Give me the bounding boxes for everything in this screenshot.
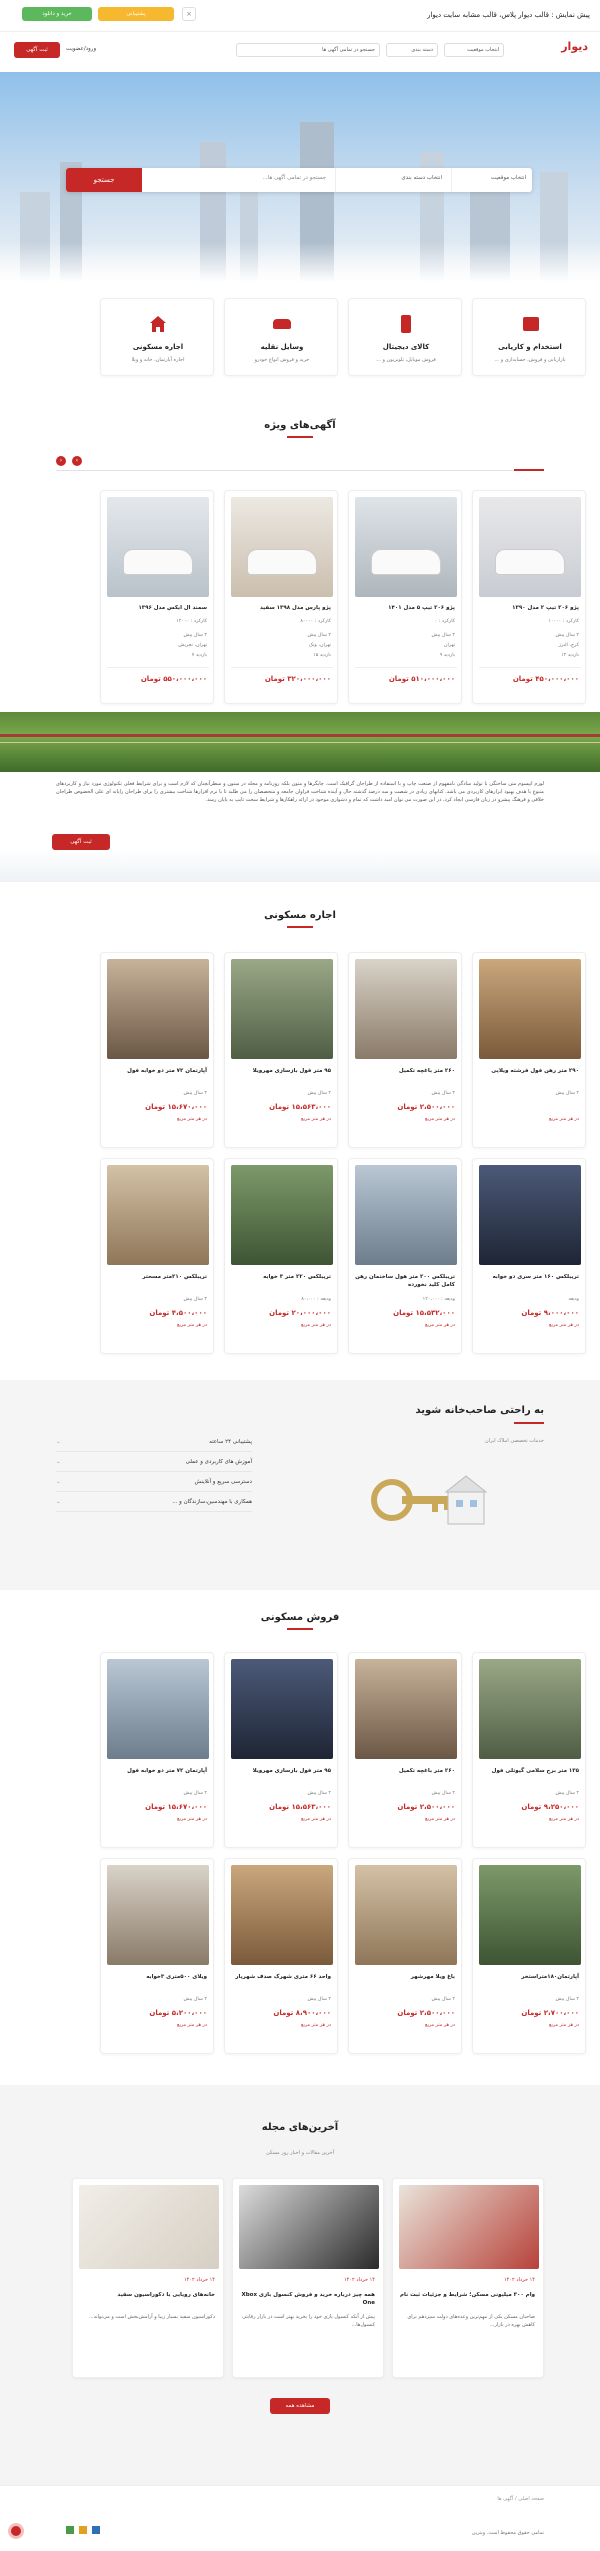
- property-card[interactable]: [472, 952, 586, 1148]
- hero-search-bar: [66, 168, 532, 192]
- car-image: [231, 497, 333, 597]
- property-image: [355, 959, 457, 1059]
- trust-badges: [40, 2526, 100, 2536]
- promo-text: لورم ایپسوم متن ساختگی با تولید سادگی نامفهوم از صنعت چاپ و با استفاده از طراحان گرافیک است. چاپگرها و متون بلکه روزنامه و مجله در ستون و سطرآنچنان که لازم است و برای شرایط فعلی تکنولوژی مورد نیاز و کاربردهای متنوع با هدف بهبود ابزارهای کاربردی می باشد. کتابهای زیادی در شصت و سه درصد گذشته حال و آینده شناخت فراوان جامعه و متخصصان را می طلبد تا با نرم افزارها شناخت بیشتری را برای طراحان رایانه ای علی الخصوص طراحان خلاقی و فرهنگ پیشرو در زبان فارسی ایجاد کرد. در این صورت می توان امید داشت که تمام و دشواری موجود در ارائه راهکارها و شرایط سخت تایپ به پایان رسد.: [56, 781, 544, 803]
- property-meta: ۲ سال پیش: [431, 1997, 455, 2002]
- carousel-next-icon[interactable]: ›: [72, 456, 82, 466]
- post-ad-button[interactable]: ثبت آگهی: [14, 42, 60, 58]
- property-title: ویلای ۵۰۰متری ۳خوابه: [146, 1974, 207, 1980]
- property-unit: در هر متر مربع: [549, 1323, 579, 1328]
- property-image: [107, 1865, 209, 1965]
- property-title: ۹۵ متر فول بازسازی مهرویلا: [252, 1068, 331, 1074]
- property-card[interactable]: [100, 1652, 214, 1848]
- property-meta: ۲ سال پیش: [183, 1297, 207, 1302]
- property-image: [355, 1659, 457, 1759]
- hero-category-select[interactable]: انتخاب دسته بندی: [401, 175, 442, 181]
- category-subtitle: خرید و فروش انواع خودرو: [254, 357, 310, 363]
- category-title: وسایل نقلیه: [260, 343, 304, 351]
- property-meta: ۲ سال پیش: [431, 1091, 455, 1096]
- header-search-input[interactable]: جستجو در تمامی آگهی ها: [236, 43, 380, 57]
- property-price: ۲،۵۰۰،۰۰۰ تومان: [397, 1103, 455, 1111]
- car-shape: [123, 549, 193, 575]
- briefcase-icon: [523, 317, 539, 331]
- property-meta: ۲ سال پیش: [183, 1997, 207, 2002]
- chevron-down-icon: ⌄: [56, 1499, 61, 1505]
- property-title: ۱۳۵ متر برج سلامی گیوتلی فول: [491, 1768, 579, 1774]
- divider: [479, 667, 581, 668]
- badge-icon: [92, 2526, 100, 2534]
- ad-mileage: کارکرد : ۱۰۰۰۰: [548, 619, 579, 624]
- close-preview-icon[interactable]: ×: [182, 7, 196, 21]
- sale-title: فروش مسکونی: [260, 1612, 340, 1623]
- property-meta: ۲ سال پیش: [183, 1091, 207, 1096]
- property-image: [355, 1165, 457, 1265]
- property-unit: در هر متر مربع: [425, 2023, 455, 2028]
- blog-excerpt: صاحبان مسکن یکی از مهم‌ترین وعده‌های دولت سیزدهم برای کاهش بهره در بازار...: [407, 2314, 535, 2328]
- blog-excerpt: دکوراسیون سفید بسیار زیبا و آرامش‌بخش است و می‌تواند...: [88, 2314, 215, 2320]
- property-card[interactable]: [348, 1158, 462, 1354]
- property-card[interactable]: [100, 1858, 214, 2054]
- property-price: ۲،۷۰۰،۰۰۰ تومان: [521, 2009, 579, 2017]
- carousel-prev-icon[interactable]: ‹: [56, 456, 66, 466]
- faq-label: آموزش های کاربردی و عملی: [185, 1459, 252, 1465]
- keys-illustration: [352, 1460, 492, 1550]
- property-card[interactable]: [224, 1858, 338, 2054]
- category-card-vehicles[interactable]: [224, 298, 338, 376]
- category-card-digital[interactable]: [348, 298, 462, 376]
- category-card-rent[interactable]: [100, 298, 214, 376]
- category-subtitle: بازاریابی و فروش، حسابداری و ...: [494, 357, 566, 363]
- ad-title: پژو ۲۰۶ تیپ ۲ مدل ۱۳۹۰: [512, 605, 579, 611]
- special-ad-card[interactable]: [224, 490, 338, 704]
- title-underline: [287, 926, 313, 928]
- car-shape: [495, 549, 565, 575]
- hero-search-button[interactable]: جستجو: [66, 168, 142, 192]
- blog-excerpt: پیش از آنکه کنسول بازی خود را بخرید بهتر است در بازار رقابتی کنسول‌ها...: [242, 2314, 375, 2328]
- property-meta: ۲ سال پیش: [183, 1791, 207, 1796]
- house-icon: [149, 315, 167, 333]
- property-meta: ۲ سال پیش: [307, 1997, 331, 2002]
- divider: [107, 667, 209, 668]
- property-price: ۱۵،۵۶۳،۰۰۰ تومان: [269, 1803, 331, 1811]
- blog-more-button[interactable]: مشاهده همه: [270, 2398, 330, 2414]
- blog-image: [399, 2185, 539, 2269]
- property-title: آپارتمان ۷۲ متر دو خوابه فول: [127, 1068, 207, 1074]
- category-card-jobs[interactable]: [472, 298, 586, 376]
- property-card[interactable]: [348, 1652, 462, 1848]
- chevron-down-icon: ⌄: [56, 1459, 61, 1465]
- faq-label: همکاری با مهندسین،سازندگان و ...: [172, 1499, 252, 1505]
- special-ad-card[interactable]: [348, 490, 462, 704]
- property-card[interactable]: [472, 1158, 586, 1354]
- faq-label: دسترسی سریع و آنلاینش: [194, 1479, 252, 1485]
- property-meta: ۲ سال پیش: [555, 1791, 579, 1796]
- property-title: آپارتمان ۷۲ متر دو خوابه فول: [127, 1768, 207, 1774]
- blog-date: ۱۴ خرداد ۱۴۰۲: [504, 2277, 535, 2283]
- category-subtitle: اجاره آپارتمان، خانه و ویلا: [131, 357, 185, 363]
- property-image: [479, 1659, 581, 1759]
- property-image: [107, 959, 209, 1059]
- property-unit: در هر متر مربع: [301, 1817, 331, 1822]
- blog-title: آخرین‌های مجله: [261, 2122, 339, 2133]
- property-card[interactable]: [100, 952, 214, 1148]
- property-card[interactable]: [224, 1652, 338, 1848]
- mobile-icon: [401, 315, 411, 333]
- owner-subtitle: خدمات تخصصی املاک ایران: [485, 1438, 544, 1444]
- blog-date: ۱۴ خرداد ۱۴۰۲: [344, 2277, 375, 2283]
- property-unit: در هر متر مربع: [549, 2023, 579, 2028]
- property-title: ۲۶۰ متر باغچه تکمیل: [398, 1068, 455, 1074]
- category-title: اجاره مسکونی: [132, 343, 184, 351]
- ad-views: بازدید ۷: [191, 653, 207, 658]
- property-title: ۹۵ متر فول بازسازی مهرویلا: [252, 1768, 331, 1774]
- property-meta: ۲ سال پیش: [555, 1997, 579, 2002]
- property-price: ۲،۵۰۰،۰۰۰ تومان: [397, 2009, 455, 2017]
- property-meta: ودیعه : ۸۰،۰۰۰: [301, 1297, 331, 1302]
- property-price: ۲،۵۰۰،۰۰۰ تومان: [397, 1803, 455, 1811]
- blog-post-title: وام ۳۰۰ میلیونی مسکن؛ شرایط و جزئیات ثبت نام: [400, 2292, 535, 2298]
- property-title: تریبلکس ۲۰۰ متر هول ساختمان رهن کامل کلید نخورده: [355, 1274, 455, 1288]
- property-card[interactable]: [348, 952, 462, 1148]
- ad-title: پژو ۲۰۶ تیپ ۵ مدل ۱۴۰۱: [388, 605, 455, 611]
- property-meta: ۲ سال پیش: [307, 1791, 331, 1796]
- car-image: [355, 497, 457, 597]
- property-card[interactable]: [224, 1158, 338, 1354]
- chevron-down-icon: ⌄: [56, 1479, 61, 1485]
- property-unit: در هر متر مربع: [177, 2023, 207, 2028]
- ad-price: ۵۱۰،۰۰۰،۰۰۰ تومان: [388, 675, 455, 683]
- property-meta: ۲ سال پیش: [431, 1791, 455, 1796]
- property-unit: در هر متر مربع: [177, 1323, 207, 1328]
- badge-icon: [79, 2526, 87, 2534]
- forest-banner: [0, 712, 600, 772]
- ad-title: پژو پارس مدل ۱۳۹۸ سفید: [259, 605, 331, 611]
- property-image: [231, 1865, 333, 1965]
- property-price: ۴،۵۰۰،۰۰۰ تومان: [149, 1309, 207, 1317]
- blog-card[interactable]: [232, 2178, 384, 2378]
- property-unit: در هر متر مربع: [549, 1117, 579, 1122]
- ad-price: ۳۲۰،۰۰۰،۰۰۰ تومان: [264, 675, 331, 683]
- faq-item[interactable]: [56, 1472, 252, 1492]
- property-image: [479, 1865, 581, 1965]
- ad-views: بازدید ۹: [439, 653, 455, 658]
- ad-location: تهران: [443, 643, 455, 648]
- car-shape: [371, 549, 441, 575]
- chat-icon[interactable]: [8, 2523, 24, 2539]
- category-subtitle: فروش موبایل، تلویزیون و ...: [376, 357, 436, 363]
- ad-mileage: کارکرد : ۰: [434, 619, 455, 624]
- car-shape: [247, 549, 317, 575]
- blog-card[interactable]: [72, 2178, 224, 2378]
- property-title: ۲۶۰ متر باغچه تکمیل: [398, 1768, 455, 1774]
- property-unit: در هر متر مربع: [177, 1117, 207, 1122]
- footer-breadcrumb: صفحه اصلی / آگهی ها: [497, 2496, 544, 2502]
- property-meta: ۲ سال پیش: [307, 1091, 331, 1096]
- ad-mileage: کارکرد : ۱۲۰۰۰: [176, 619, 207, 624]
- property-image: [479, 959, 581, 1059]
- buy-download-button[interactable]: خرید و دانلود: [22, 7, 92, 21]
- blog-image: [239, 2185, 379, 2269]
- property-title: باغ ویلا مهرشهر: [410, 1974, 455, 1980]
- property-card[interactable]: [224, 952, 338, 1148]
- preview-title: پیش نمایش : قالب دیوار پلاس، قالب مشابه سایت دیوار: [427, 11, 590, 19]
- city-select[interactable]: انتخاب موقعیت: [444, 43, 504, 57]
- ad-mileage: کارکرد : ۸۰۰۰۰: [300, 619, 331, 624]
- ad-price: ۵۵۰،۰۰۰،۰۰۰ تومان: [140, 675, 207, 683]
- property-card[interactable]: [348, 1858, 462, 2054]
- property-image: [107, 1165, 209, 1265]
- property-title: آپارتمان۱۸۰متراستخر: [521, 1974, 579, 1980]
- property-price: ۱۵،۶۷۰،۰۰۰ تومان: [145, 1103, 207, 1111]
- ad-time: ۲ سال پیش: [307, 633, 331, 638]
- site-footer: [0, 2485, 600, 2551]
- category-select[interactable]: دسته بندی: [386, 43, 438, 57]
- badge-icon: [66, 2526, 74, 2534]
- property-price: ۲۰،۰۰۰،۰۰۰ تومان: [269, 1309, 331, 1317]
- support-button[interactable]: پشتیبانی: [98, 7, 174, 21]
- promo-post-ad-button[interactable]: ثبت آگهی: [52, 834, 110, 850]
- car-image: [479, 497, 581, 597]
- property-title: تریبلکس ۱۶۰ متر سری دو خوابه: [492, 1274, 579, 1280]
- property-image: [107, 1659, 209, 1759]
- blog-card[interactable]: [392, 2178, 544, 2378]
- faq-item[interactable]: [56, 1492, 252, 1512]
- owner-title: به راحتی صاحب‌خانه شوید: [415, 1405, 544, 1416]
- title-underline: [287, 436, 313, 438]
- ad-time: ۲ سال پیش: [555, 633, 579, 638]
- divider: [355, 667, 457, 668]
- blog-subtitle: آخرین مقالات و اخبار روز مسکن: [266, 2150, 334, 2156]
- property-unit: در هر متر مربع: [425, 1323, 455, 1328]
- faq-item[interactable]: [56, 1452, 252, 1472]
- property-card[interactable]: [472, 1858, 586, 2054]
- category-title: کالای دیجیتال: [382, 343, 430, 351]
- property-unit: در هر متر مربع: [425, 1117, 455, 1122]
- ad-time: ۲ سال پیش: [183, 633, 207, 638]
- property-meta: ودیعه : ۱۲۰،۰۰۰: [422, 1297, 455, 1302]
- blog-image: [79, 2185, 219, 2269]
- divider: [231, 667, 333, 668]
- hero-search-input[interactable]: جستجو در تمامی آگهی ها...: [262, 175, 326, 181]
- property-price: ۱۵،۵۶۳،۰۰۰ تومان: [269, 1103, 331, 1111]
- property-unit: در هر متر مربع: [177, 1817, 207, 1822]
- special-ad-card[interactable]: [100, 490, 214, 704]
- owner-faq-list: [56, 1432, 252, 1512]
- property-title: تریبلکس ۲۲۰ متر ۳ خوابه: [263, 1274, 331, 1280]
- property-card[interactable]: [472, 1652, 586, 1848]
- ad-location: تهران، تجریش: [178, 643, 207, 648]
- property-unit: در هر متر مربع: [301, 1117, 331, 1122]
- site-logo[interactable]: دیوار: [561, 40, 588, 53]
- property-image: [231, 959, 333, 1059]
- faq-label: پشتیبانی ۲۴ ساعته: [209, 1439, 252, 1445]
- property-price: ۵،۲۰۰،۰۰۰ تومان: [149, 2009, 207, 2017]
- ad-time: ۲ سال پیش: [431, 633, 455, 638]
- hero-location-select[interactable]: انتخاب موقعیت: [490, 175, 526, 181]
- faq-item[interactable]: [56, 1432, 252, 1452]
- ad-location: تهران، ونک: [308, 643, 331, 648]
- special-ad-card[interactable]: [472, 490, 586, 704]
- title-underline: [287, 1628, 313, 1630]
- property-price: ۸،۹۰۰،۰۰۰ تومان: [273, 2009, 331, 2017]
- ad-views: بازدید ۱۵: [313, 653, 331, 658]
- blog-date: ۱۴ خرداد ۱۴۰۲: [184, 2277, 215, 2283]
- blog-post-title: همه چیز درباره خرید و فروش کنسول بازی Xbox One: [241, 2292, 375, 2306]
- footer-copyright: تمامی حقوق محفوظ است. ویترین: [471, 2530, 544, 2536]
- login-link[interactable]: ورود/عضویت: [66, 46, 97, 52]
- car-icon: [273, 319, 291, 329]
- category-title: استخدام و کاریابی: [498, 343, 562, 351]
- property-price: ۱۵،۶۷۰،۰۰۰ تومان: [145, 1803, 207, 1811]
- preview-topbar: [0, 0, 600, 32]
- property-image: [231, 1165, 333, 1265]
- property-title: واحد ۶۶ متری شهرک صدف شهریار: [235, 1974, 331, 1980]
- car-image: [107, 497, 209, 597]
- blog-post-title: خانه‌های رویایی با دکوراسیون سفید: [117, 2292, 215, 2298]
- property-unit: در هر متر مربع: [301, 1323, 331, 1328]
- property-price: ۱۵،۵۳۲،۰۰۰ تومان: [393, 1309, 455, 1317]
- property-title: تریبلکس ۲۱۰متر مسحتر: [142, 1274, 207, 1280]
- property-unit: در هر متر مربع: [301, 2023, 331, 2028]
- property-title: ۲۹۰ متر رهن فول فرشته ویلایی: [491, 1068, 579, 1074]
- property-card[interactable]: [100, 1158, 214, 1354]
- chevron-down-icon: ⌄: [56, 1439, 61, 1445]
- property-meta: ۲ سال پیش: [555, 1091, 579, 1096]
- property-price: ۹،۰۰۰،۰۰۰ تومان: [521, 1309, 579, 1317]
- property-unit: در هر متر مربع: [549, 1817, 579, 1822]
- rent-title: اجاره مسکونی: [264, 910, 336, 921]
- ad-price: ۴۵۰،۰۰۰،۰۰۰ تومان: [512, 675, 579, 683]
- property-image: [479, 1165, 581, 1265]
- property-image: [355, 1865, 457, 1965]
- ad-views: بازدید ۱۲: [561, 653, 579, 658]
- site-header: [0, 32, 600, 72]
- property-meta: ودیعه: [568, 1297, 579, 1302]
- property-image: [231, 1659, 333, 1759]
- ad-title: سمند ال ایکس مدل ۱۳۹۶: [138, 605, 207, 611]
- ad-location: کرج، البرز: [558, 643, 579, 648]
- special-ads-title: آگهی‌های ویژه: [264, 420, 336, 431]
- property-unit: در هر متر مربع: [425, 1817, 455, 1822]
- property-price: ۹،۲۵۰،۰۰۰ تومان: [521, 1803, 579, 1811]
